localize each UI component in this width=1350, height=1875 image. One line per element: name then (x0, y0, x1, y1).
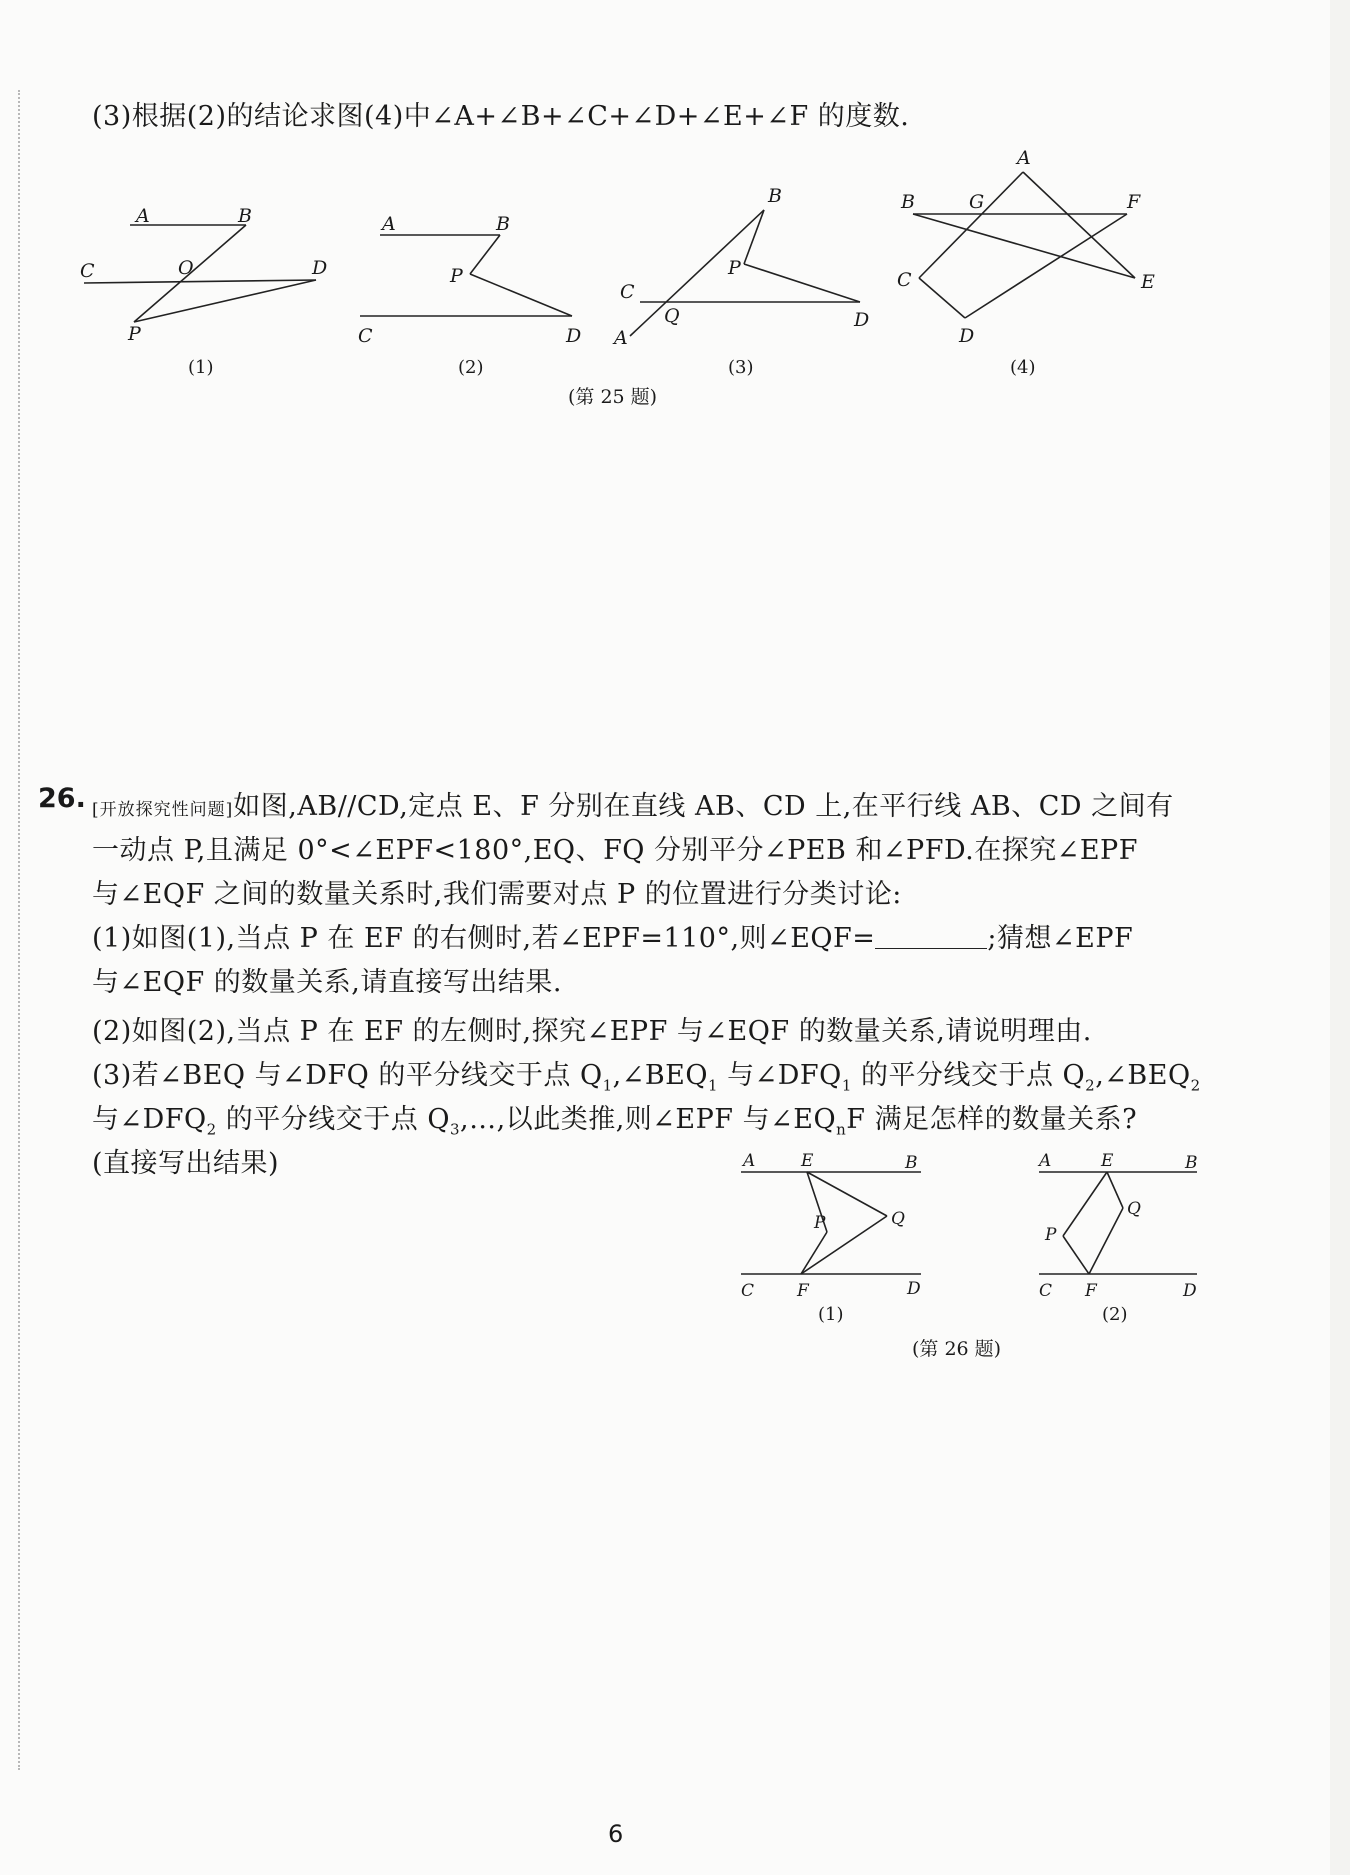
q26-figure-2 (1035, 1148, 1210, 1302)
point-label: A (614, 327, 628, 348)
point-label: P (450, 265, 463, 287)
point-label: E (1101, 1151, 1114, 1171)
q25-figure-2 (350, 198, 600, 352)
q26-figure-2-label: (2) (1102, 1304, 1128, 1325)
point-label: C (741, 1281, 755, 1298)
point-label: E (1141, 271, 1155, 293)
point-label: P (1045, 1225, 1057, 1245)
q25-part3-text: (3)根据(2)的结论求图(4)中∠A+∠B+∠C+∠D+∠E+∠F 的度数. (92, 101, 910, 132)
point-label: D (566, 325, 582, 347)
point-label: F (797, 1281, 809, 1298)
q26-line-3: 与∠EQF 之间的数量关系时,我们需要对点 P 的位置进行分类讨论: (92, 879, 902, 910)
q26-part3-continued: 与$\angle DFQ_2$ 的平分线交于点 $Q_3,\dots$,以此类推,则∠EPF 与$\angle EQ_nF$ 满足怎样的数量关系? (92, 1104, 1138, 1139)
q26-part3-note: (直接写出结果) (92, 1148, 280, 1179)
point-label: C (358, 325, 373, 347)
point-label: D (959, 325, 975, 347)
point-label: F (1085, 1281, 1097, 1298)
point-label: P (728, 257, 741, 279)
point-label: B (905, 1153, 918, 1173)
point-label: A (136, 205, 150, 227)
q26-part2: (2)如图(2),当点 P 在 EF 的左侧时,探究∠EPF 与∠EQF 的数量关系,请说明理由. (92, 1016, 1092, 1047)
q25-figure-1 (70, 198, 340, 352)
q26-line-2: 一动点 P,且满足 0°<∠EPF<180°,EQ、FQ 分别平分∠PEB 和∠PFD.在探究∠EPF (92, 835, 1138, 866)
point-label: P (814, 1213, 826, 1233)
q25-caption: (第 25 题) (568, 386, 658, 408)
point-label: A (1017, 148, 1031, 169)
point-label: G (969, 191, 985, 213)
answer-blank[interactable] (875, 926, 987, 949)
point-label: C (80, 260, 95, 282)
page-number: 6 (608, 1820, 624, 1848)
point-label: P (128, 323, 141, 345)
point-label: A (382, 213, 396, 235)
point-label: B (496, 213, 510, 235)
q26-figure-1-label: (1) (818, 1304, 844, 1325)
point-label: E (801, 1151, 814, 1171)
point-label: B (768, 185, 782, 207)
q26-part1-continued: 与∠EQF 的数量关系,请直接写出结果. (92, 967, 562, 998)
q25-figure-1-label: (1) (188, 357, 214, 378)
question-type-tag: [开放探究性问题] (92, 800, 234, 820)
q25-figure-3 (610, 178, 880, 352)
point-label: Q (1127, 1199, 1141, 1219)
point-label: D (312, 257, 328, 279)
q26-line-1: [开放探究性问题]如图,AB//CD,定点 E、F 分别在直线 AB、CD 上,在平行线 AB、CD 之间有 (92, 791, 1174, 822)
point-label: Q (664, 305, 680, 327)
q26-part1: (1)如图(1),当点 P 在 EF 的右侧时,若∠EPF=110°,则∠EQF= ;猜想∠EPF (92, 923, 1134, 954)
point-label: D (907, 1279, 921, 1298)
point-label: Q (891, 1209, 905, 1229)
q25-figure-4-label: (4) (1010, 357, 1036, 378)
q26-number: 26. (38, 783, 86, 814)
point-label: B (238, 205, 252, 227)
q26-figure-1 (735, 1148, 945, 1302)
q25-figure-3-label: (3) (728, 357, 754, 378)
point-label: A (743, 1151, 756, 1171)
point-label: F (1127, 191, 1141, 213)
point-label: C (897, 269, 912, 291)
point-label: B (1185, 1153, 1198, 1173)
point-label: D (1183, 1281, 1197, 1298)
q25-figure-2-label: (2) (458, 357, 484, 378)
q26-part3: (3)若∠BEQ 与∠DFQ 的平分线交于点 $Q_1,\angle BEQ_1$ 与$\angle DFQ_1$ 的平分线交于点 $Q_2,\angle BEQ_2$ (92, 1060, 1201, 1095)
point-label: D (854, 309, 870, 331)
binding-margin-line (18, 90, 20, 1770)
point-label: O (178, 257, 194, 279)
q25-figure-4 (895, 148, 1185, 352)
point-label: C (1039, 1281, 1053, 1298)
q26-caption: (第 26 题) (912, 1338, 1002, 1360)
point-label: A (1039, 1151, 1052, 1171)
point-label: C (620, 281, 635, 303)
point-label: B (901, 191, 915, 213)
